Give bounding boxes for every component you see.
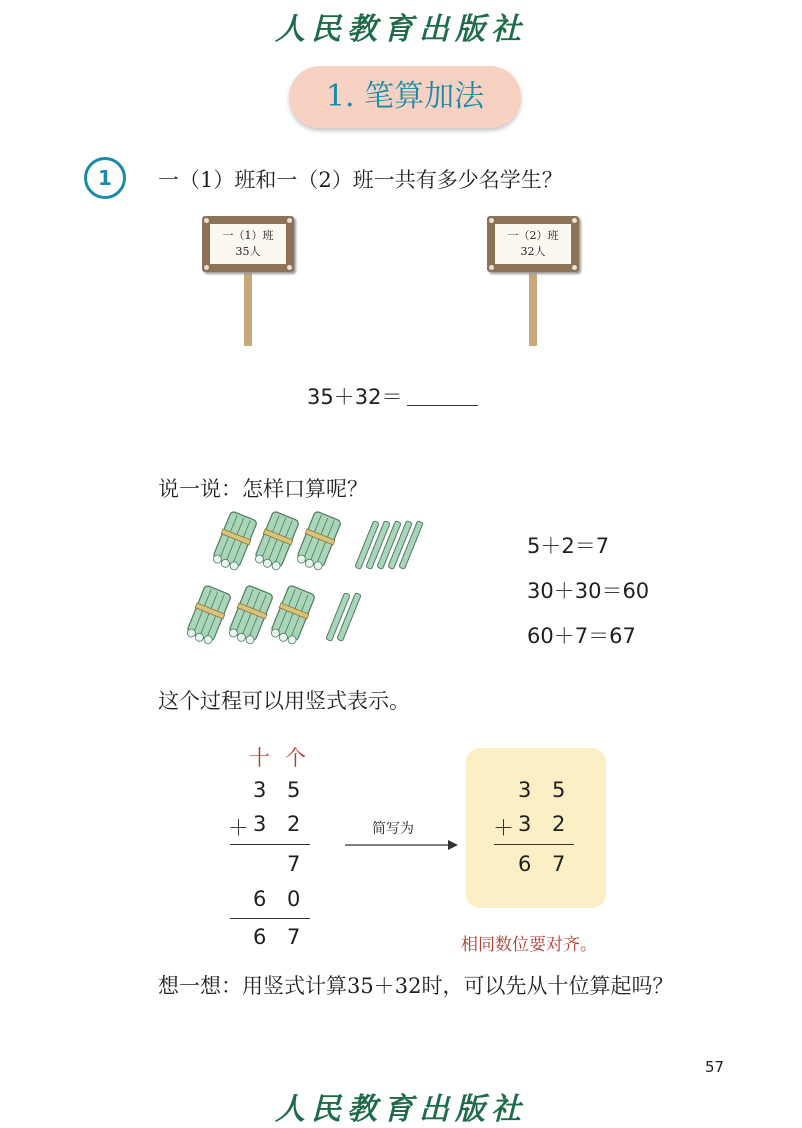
class-sign-1: [202, 216, 294, 346]
counting-sticks-illustration: [180, 510, 440, 650]
short-addend2-ones: 2: [552, 812, 566, 836]
sign-post: [529, 268, 537, 346]
addend1-ones: 5: [287, 778, 301, 802]
sign-board: [202, 216, 294, 272]
sign-count: 35人: [235, 245, 261, 258]
right-arrow-icon: [344, 838, 460, 852]
addend2-tens: 3: [253, 812, 267, 836]
plus-sign: ＋: [228, 816, 249, 840]
bundle-of-ten-1: [210, 510, 258, 572]
page-number: 57: [705, 1058, 725, 1076]
addition-equation: 35＋32＝: [307, 385, 403, 409]
addend1-tens: 3: [253, 778, 267, 802]
bundle-of-ten-4: [184, 584, 232, 646]
footer-publisher: 人民教育出版社: [275, 1092, 527, 1127]
answer-blank-line: [407, 405, 478, 406]
single-sticks-2: [326, 593, 361, 642]
tens-place-header: 十: [249, 746, 270, 770]
process-text: 这个过程可以用竖式表示。: [158, 689, 410, 713]
short-plus-sign: ＋: [493, 816, 514, 840]
bundle-of-ten-3: [294, 510, 342, 572]
sign-count: 32人: [520, 245, 546, 258]
short-addend2-tens: 3: [518, 812, 532, 836]
alignment-note: 相同数位要对齐。: [461, 935, 597, 955]
sign-class-label: 一（2）班: [507, 229, 559, 242]
ones-place-header: 个: [285, 746, 306, 770]
bundle-of-ten-5: [226, 584, 274, 646]
question-text: 一（1）班和一（2）班一共有多少名学生？: [158, 168, 563, 192]
partial-sum-tens-zero: 0: [287, 887, 301, 911]
bundle-of-ten-6: [268, 584, 316, 646]
short-addend1-ones: 5: [552, 778, 566, 802]
short-result-tens: 6: [518, 852, 532, 876]
talk-prompt: 说一说：怎样口算呢？: [158, 477, 368, 501]
short-result-ones: 7: [552, 852, 566, 876]
partial-sum-ones: 7: [287, 852, 301, 876]
addend2-ones: 2: [287, 812, 301, 836]
mental-step-3: 60＋7＝67: [527, 624, 636, 648]
single-sticks-5: [355, 521, 423, 570]
think-prompt: 想一想：用竖式计算35＋32时，可以先从十位算起吗？: [158, 974, 674, 998]
sign-board: [487, 216, 579, 272]
header-publisher: 人民教育出版社: [275, 12, 527, 47]
class-sign-2: [487, 216, 579, 346]
sum-line-1: [230, 844, 310, 845]
mental-step-1: 5＋2＝7: [527, 534, 610, 558]
arrow-label: 简写为: [372, 821, 414, 837]
simplified-vertical-box: [466, 748, 606, 908]
sum-line-2: [230, 918, 310, 919]
result-ones: 7: [287, 925, 301, 949]
sign-class-label: 一（1）班: [222, 229, 274, 242]
lesson-title: 1. 笔算加法: [289, 66, 521, 128]
result-tens: 6: [253, 925, 267, 949]
sign-post: [244, 268, 252, 346]
mental-step-2: 30＋30＝60: [527, 579, 650, 603]
bundle-of-ten-2: [252, 510, 300, 572]
question-number-badge: 1: [84, 157, 126, 199]
short-sum-line: [494, 844, 574, 845]
partial-sum-tens: 6: [253, 887, 267, 911]
vertical-addition-long: [225, 740, 315, 955]
short-addend1-tens: 3: [518, 778, 532, 802]
